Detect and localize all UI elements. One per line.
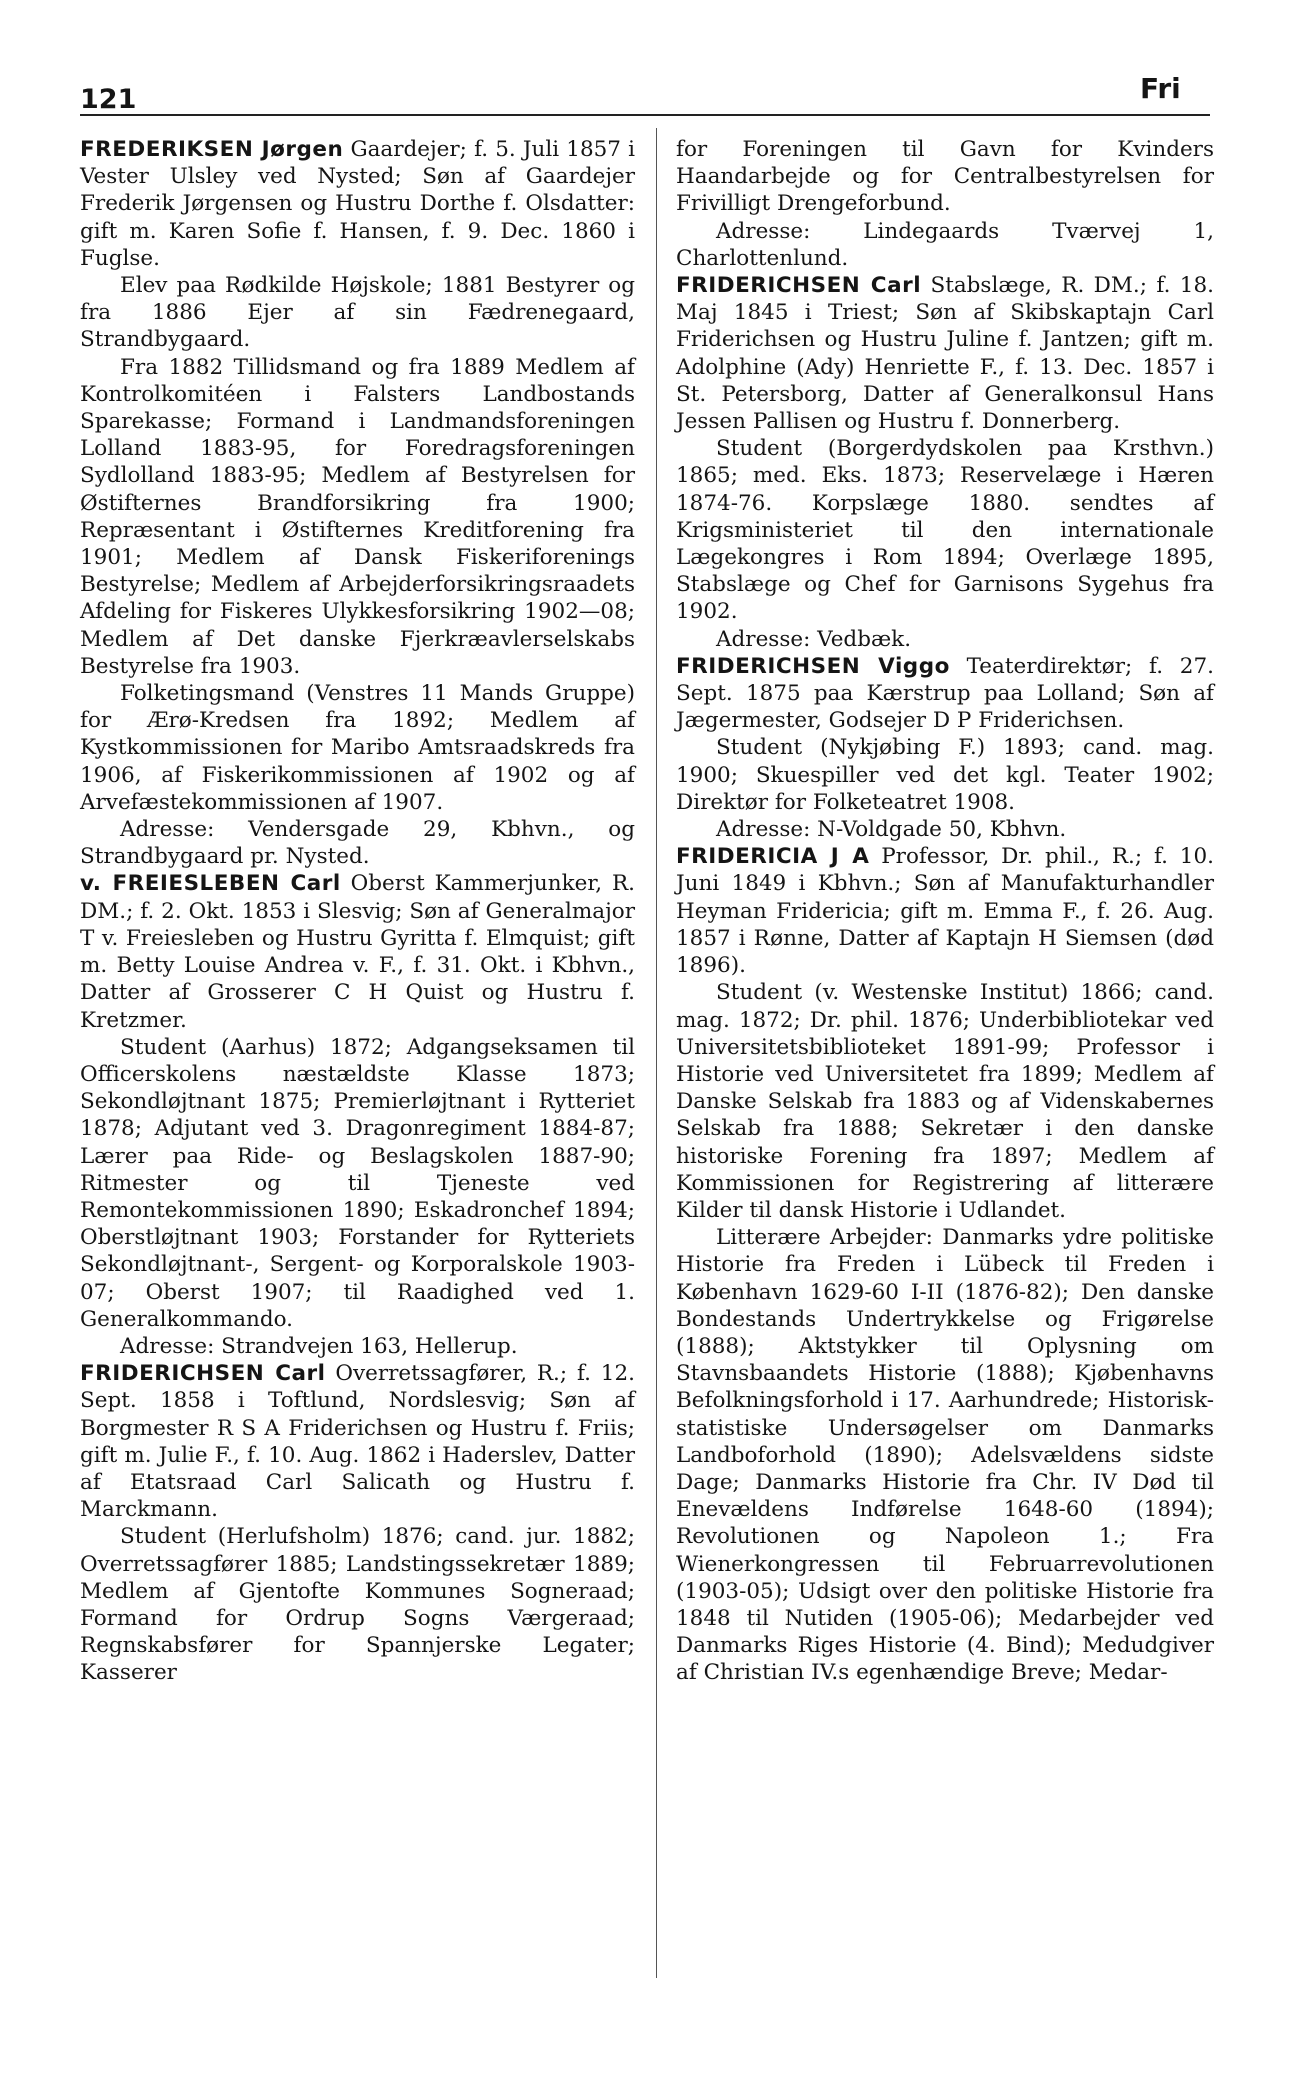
entry-fridericia-ja bbox=[676, 843, 1214, 1686]
entry-paragraph: Student (Aarhus) 1872; Adgangseksamen til Officerskolens næstældste Klasse 1873; Sekondløjtnant 1875; Premierløjtnant i Rytteriet 1878; Adjutant ved 3. Dragonregiment 1884-87; Lærer paa Ride- og Beslagskolen 1887-90; Ritmester og til Tjeneste ved Remontekommissionen 1890; Eskadronchef 1894; Oberstløjtnant 1903; Forstander for Rytteriets Sekondløjtnant-, Sergent- og Korporalskole 1903-07; Oberst 1907; til Raadighed ved 1. Generalkommando. bbox=[80, 1034, 635, 1332]
entry-frederiksen-jorgen bbox=[80, 136, 635, 870]
entry-intro bbox=[80, 136, 635, 272]
page-number: 121 bbox=[80, 84, 137, 115]
entry-freiesleben-carl bbox=[80, 870, 635, 1360]
continuation-address: Adresse: Lindegaards Tværvej 1, Charlottenlund. bbox=[676, 218, 1214, 271]
right-column bbox=[676, 136, 1214, 1687]
entry-paragraph: Fra 1882 Tillidsmand og fra 1889 Medlem af Kontrolkomitéen i Falsters Landbostands Sparekasse; Formand i Landmandsforeningen Lolland 1883-95, for Foredragsforeningen Sydlolland 1883-95; Medlem af Bestyrelsen for Østifternes Brandforsikring fra 1900; Repræsentant i Østifternes Kreditforening fra 1901; Medlem af Dansk Fiskeriforenings Bestyrelse; Medlem af Arbejderforsikringsraadets Afdeling for Fiskeres Ulykkesforsikring 1902—08; Medlem af Det danske Fjerkræavlerselskabs Bestyrelse fra 1903. bbox=[80, 354, 635, 679]
entry-address: Adresse: N-Voldgade 50, Kbhvn. bbox=[716, 817, 1067, 843]
left-column bbox=[80, 136, 635, 1687]
entry-intro-text: Teaterdirektør; f. 27. Sept. 1875 paa Kærstrup paa Lolland; Søn af Jægermester, Godsejer D P Friderichsen. bbox=[676, 653, 1215, 734]
entry-intro-text: Stabslæge, R. DM.; f. 18. Maj 1845 i Triest; Søn af Skibskaptajn Carl Friderichsen og Hustru Juline f. Jantzen; gift m. Adolphine (Ady) Henriette F., f. 13. Dec. 1857 i St. Petersborg, Datter af Generalkonsul Hans Jessen Pallisen og Hustru f. Donnerberg. bbox=[676, 273, 1214, 435]
entry-heading: FRIDERICHSEN Carl bbox=[80, 1361, 326, 1387]
entry-address: Adresse: Vendersgade 29, Kbhvn., og Strandbygaard pr. Nysted. bbox=[80, 817, 635, 870]
continuation-text: for Foreningen til Gavn for Kvinders Haandarbejde og for Centralbestyrelsen for Frivilligt Drengeforbund. bbox=[676, 137, 1214, 217]
entry-heading: FREDERIKSEN Jørgen bbox=[80, 137, 344, 162]
entry-intro bbox=[676, 272, 1214, 435]
entry-paragraph: Student (Herlufsholm) 1876; cand. jur. 1882; Overretssagfører 1885; Landstingssekretær 1889; Medlem af Gjentofte Kommunes Sogneraad; Formand for Ordrup Sogns Værgeraad; Regnskabsfører for Spannjerske Legater; Kasserer bbox=[80, 1524, 635, 1686]
entry-address: Adresse: Vedbæk. bbox=[716, 626, 912, 652]
entry-intro bbox=[676, 843, 1214, 979]
entry-intro-text: Gaardejer; f. 5. Juli 1857 i Vester Ulsley ved Nysted; Søn af Gaardejer Frederik Jørgensen og Hustru Dorthe f. Olsdatter: gift m. Karen Sofie f. Hansen, f. 9. Dec. 1860 i Fuglse. bbox=[80, 137, 635, 271]
entry-intro-text: Oberst Kammerjunker, R. DM.; f. 2. Okt. 1853 i Slesvig; Søn af Generalmajor T v. Freiesleben og Hustru Gyritta f. Elmquist; gift m. Betty Louise Andrea v. F., f. 31. Okt. i Kbhvn., Datter af Grosserer C H Quist og Hustru f. Kretzmer. bbox=[80, 871, 636, 1033]
header-rule bbox=[80, 114, 1210, 116]
entry-intro-text: Overretssagfører, R.; f. 12. Sept. 1858 i Toftlund, Nordslesvig; Søn af Borgmester R S A Friderichsen og Hustru f. Friis; gift m. Julie F., f. 10. Aug. 1862 i Haderslev, Datter af Etatsraad Carl Salicath og Hustru f. Marckmann. bbox=[80, 1361, 635, 1523]
entry-heading: v. FREIESLEBEN Carl bbox=[80, 871, 341, 897]
entry-friderichsen-viggo bbox=[676, 653, 1214, 843]
column-divider bbox=[656, 128, 657, 1978]
entry-friderichsen-carl-lawyer bbox=[80, 1360, 635, 1686]
entry-intro-text: Professor, Dr. phil., R.; f. 10. Juni 1849 i Kbhvn.; Søn af Manufakturhandler Heyman Fridericia; gift m. Emma F., f. 26. Aug. 1857 i Rønne, Datter af Kaptajn H Siemsen (død 1896). bbox=[676, 844, 1214, 979]
entry-intro bbox=[80, 1360, 635, 1523]
entry-paragraph: Student (v. Westenske Institut) 1866; cand. mag. 1872; Dr. phil. 1876; Underbibliotekar ved Universitetsbiblioteket 1891-99; Professor i Historie ved Universitetet fra 1899; Medlem af Danske Selskab fra 1883 og af Videnskabernes Selskab fra 1888; Sekretær i den danske historiske Forening fra 1897; Medlem af Kommissionen for Registrering af litterære Kilder til dansk Historie i Udlandet. bbox=[676, 980, 1214, 1223]
entry-paragraph: Elev paa Rødkilde Højskole; 1881 Bestyrer og fra 1886 Ejer af sin Fædrenegaard, Strandbygaard. bbox=[80, 273, 635, 353]
entry-address: Adresse: Strandvejen 163, Hellerup. bbox=[120, 1333, 518, 1359]
entry-intro bbox=[676, 653, 1214, 735]
entry-paragraph: Student (Borgerdydskolen paa Krsthvn.) 1865; med. Eks. 1873; Reservelæge i Hæren 1874-76. Korpslæge 1880. sendtes af Krigsministeriet til den internationale Lægekongres i Rom 1894; Overlæge 1895, Stabslæge og Chef for Garnisons Sygehus fra 1902. bbox=[676, 436, 1214, 625]
entry-heading: FRIDERICIA J A bbox=[676, 844, 870, 870]
entry-intro bbox=[80, 870, 635, 1033]
running-head: Fri bbox=[1140, 72, 1181, 105]
entry-paragraph: Student (Nykjøbing F.) 1893; cand. mag. 1900; Skuespiller ved det kgl. Teater 1902; Direktør for Folketeatret 1908. bbox=[676, 735, 1214, 815]
entry-heading: FRIDERICHSEN Viggo bbox=[676, 653, 950, 679]
entry-paragraph: Folketingsmand (Venstres 11 Mands Gruppe) for Ærø-Kredsen fra 1892; Medlem af Kystkommissionen for Maribo Amtsraadskreds fra 1906, af Fiskerikommissionen af 1902 og af Arvefæstekommissionen af 1907. bbox=[80, 681, 635, 815]
entry-paragraph: Litterære Arbejder: Danmarks ydre politiske Historie fra Freden i Lübeck til Freden i København 1629-60 I-II (1876-82); Den danske Bondestands Undertrykkelse og Frigørelse (1888); Aktstykker til Oplysning om Stavnsbaandets Historie (1888); Kjøbenhavns Befolkningsforhold i 17. Aarhundrede; Historisk-statistiske Undersøgelser om Danmarks Landboforhold (1890); Adelsvældens sidste Dage; Danmarks Historie fra Chr. IV Død til Enevældens Indførelse 1648-60 (1894); Revolutionen og Napoleon 1.; Fra Wienerkongressen til Februarrevolutionen (1903-05); Udsigt over den politiske Historie fra 1848 til Nutiden (1905-06); Medarbejder ved Danmarks Riges Historie (4. Bind); Medudgiver af Christian IV.s egenhændige Breve; Medar- bbox=[676, 1225, 1214, 1686]
entry-heading: FRIDERICHSEN Carl bbox=[676, 273, 922, 299]
entry-friderichsen-carl-physician bbox=[676, 272, 1214, 653]
